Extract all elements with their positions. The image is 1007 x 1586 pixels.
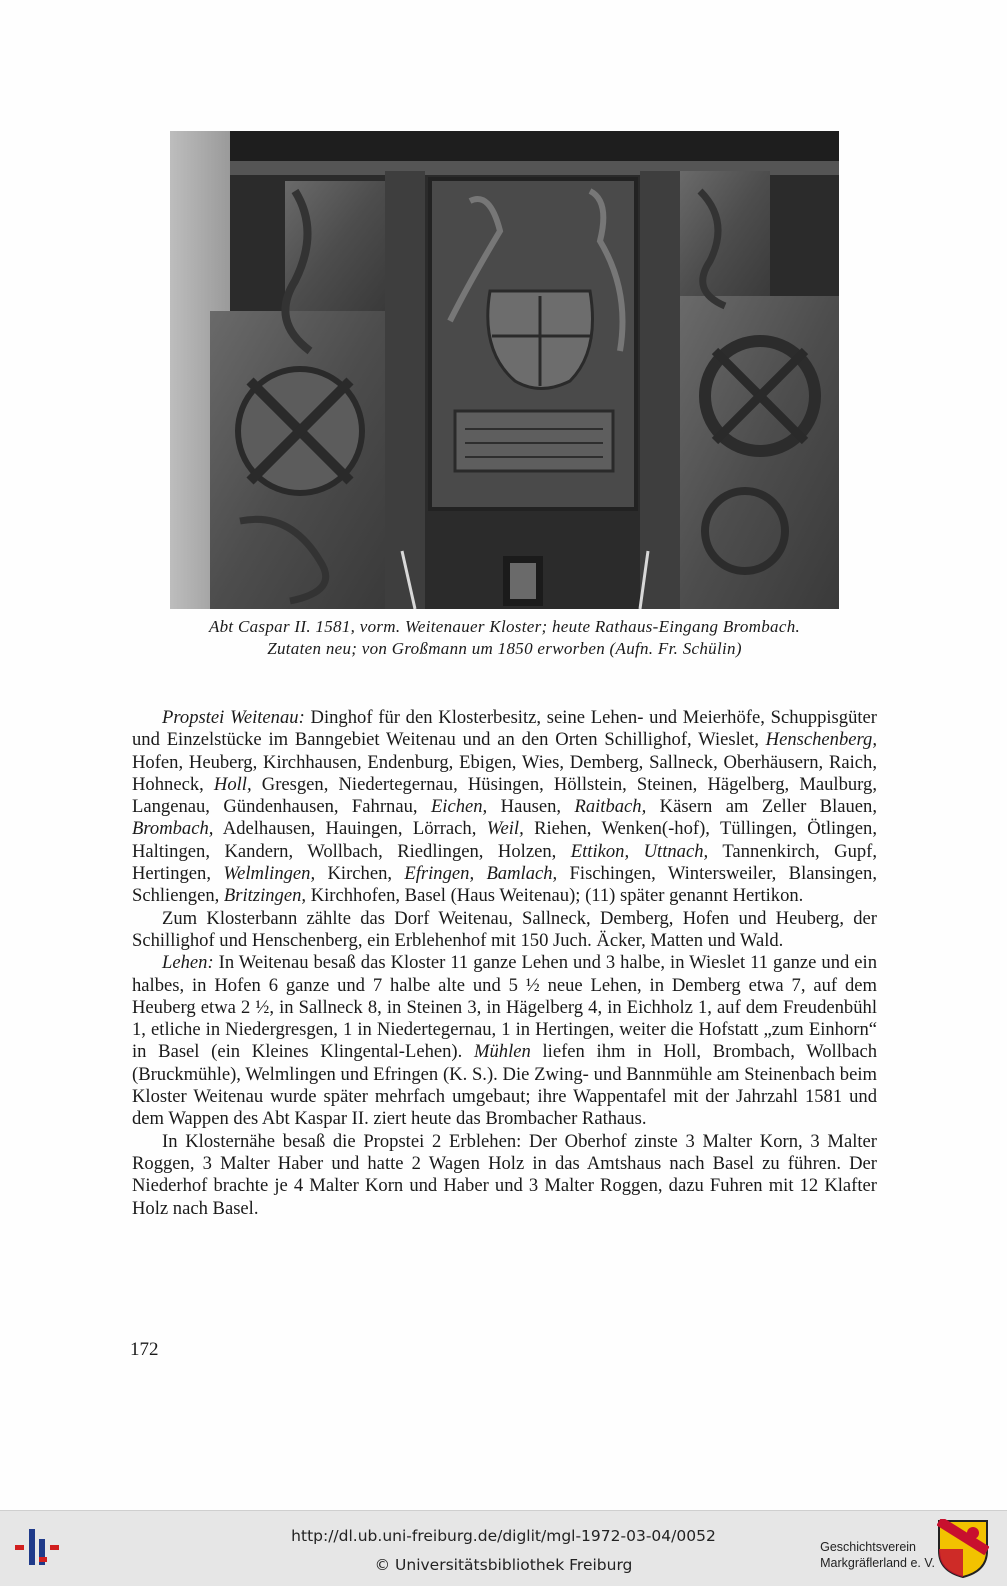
coat-of-arms-photo <box>170 131 839 609</box>
society-line-1: Geschichtsverein <box>820 1540 916 1554</box>
relief-photo-image <box>170 131 839 609</box>
paragraph-lehen <box>132 952 877 1130</box>
italic-place: Eichen, <box>430 796 488 818</box>
italic-place: Ettikon, Uttnach, <box>570 840 709 862</box>
italic-place: Weil, <box>486 818 524 840</box>
text-span: Käsern am Zeller Blauen, <box>646 796 877 818</box>
italic-muehlen: Mühlen <box>473 1041 531 1063</box>
paragraph-klosterbann: Zum Klosterbann zählte das Dorf Weitenau, Sallneck, Demberg, Hofen und Heuberg, der Schillighof und Henschenberg, ein Erblehenhof mit 150 Juch. Äcker, Matten und Wald. <box>132 907 877 951</box>
footer-bar <box>0 1510 1007 1586</box>
copyright-text: © Universitätsbibliothek Freiburg <box>374 1556 633 1574</box>
body-text <box>132 707 877 1220</box>
text-span: Dinghof für den Klosterbesitz, seine Lehen- und Meierhöfe, Schuppisgüter und Einzelstücke im Banngebiet Weitenau und an den Orten Schillighof, Wieslet, <box>132 707 878 751</box>
caption-line-1: Abt Caspar II. 1581, vorm. Weitenauer Kloster; heute Rathaus-Eingang Brombach. <box>208 617 801 636</box>
italic-place: Holl, <box>213 773 252 795</box>
document-url-link[interactable]: http://dl.ub.uni-freiburg.de/diglit/mgl-1972-03-04/0052 <box>291 1527 716 1545</box>
society-line-2: Markgräflerland e. V. <box>820 1556 935 1570</box>
society-name <box>820 1539 935 1571</box>
photo-caption <box>150 616 859 660</box>
text-span: In Weitenau besaß das Kloster 11 ganze Lehen und 3 halbe, in Wieslet 11 ganze und ein halbes, in Hofen 6 ganze und 7 halbe alte und 5 ½ neue Lehen, in Demberg etwa 7, auf dem Heuberg etwa 2 ½, in Sallneck 8, in Steinen 3, in Hägelberg 4, in Eichholz 1, auf dem Freudenbühl 1, etliche in Niedergresgen, 1 in Niedertegernau, 1 in Hertingen, weiter die Hofstatt „zum Einhorn“ in Basel (ein Kleines Klingental-Lehen). <box>132 952 877 1063</box>
text-span: Hofen, Heuberg, Kirchhausen, Endenburg, Ebigen, Wies, Demberg, Sallneck, Oberhäusern, Raich, Hohneck, <box>132 751 877 795</box>
italic-place: Britzingen, <box>223 885 307 907</box>
paragraph-propstei <box>132 707 877 908</box>
italic-place: Henschenberg, <box>765 729 877 751</box>
text-span: Riehen, Wenken(-hof), Tüllingen, Ötlingen, Haltingen, Kandern, Wollbach, Riedlingen, Holzen, <box>132 818 877 862</box>
lead-lehen: Lehen: <box>162 952 214 974</box>
italic-place: Efringen, Bamlach, <box>404 863 558 885</box>
text-span: Hausen, <box>487 796 575 818</box>
text-span: liefen ihm in Holl, Brombach, Wollbach (Bruckmühle), Welmlingen und Efringen (K. S.). Die Zwing- und Bannmühle am Steinenbach beim Kloster Weitenau wurde später mehrfach umgebaut; ihre Wappentafel mit der Jahrzahl 1581 und dem Wappen des Abt Kaspar II. ziert heute das Brombacher Rathaus. <box>132 1041 877 1130</box>
text-span: Adelhausen, Hauingen, Lörrach, <box>213 818 487 840</box>
text-span: Kirchhofen, Basel (Haus Weitenau); (11) später genannt Hertikon. <box>306 885 804 907</box>
text-span: Tannenkirch, Gupf, Hertingen, <box>132 840 878 885</box>
italic-place: Welmlingen, <box>223 863 316 885</box>
lead-propstei-weitenau: Propstei Weitenau: <box>162 707 305 728</box>
italic-place: Brombach, <box>132 818 214 840</box>
text-span: Kirchen, <box>315 863 405 885</box>
text-span: Gresgen, Niedertegernau, Hüsingen, Höllstein, Steinen, Hägelberg, Maulburg, Langenau, Gündenhausen, Fahrnau, <box>132 773 877 818</box>
paragraph-erblehen: In Klosternähe besaß die Propstei 2 Erblehen: Der Oberhof zinste 3 Malter Korn, 3 Malter Roggen, 3 Malter Haber und hatte 2 Wagen Holz in das Amtshaus nach Basel zu führen. Der Niederhof brachte je 4 Malter Korn und Haber und 3 Malter Roggen, dazu Fuhren mit 12 Klafter Holz nach Basel. <box>132 1130 877 1219</box>
society-crest-icon[interactable] <box>937 1519 989 1579</box>
page-number: 172 <box>130 1339 159 1360</box>
caption-line-2: Zutaten neu; von Großmann um 1850 erworben (Aufn. Fr. Schülin) <box>267 639 742 658</box>
text-span: Fischingen, Wintersweiler, Blansingen, Schliengen, <box>132 863 877 907</box>
italic-place: Raitbach, <box>574 796 647 818</box>
